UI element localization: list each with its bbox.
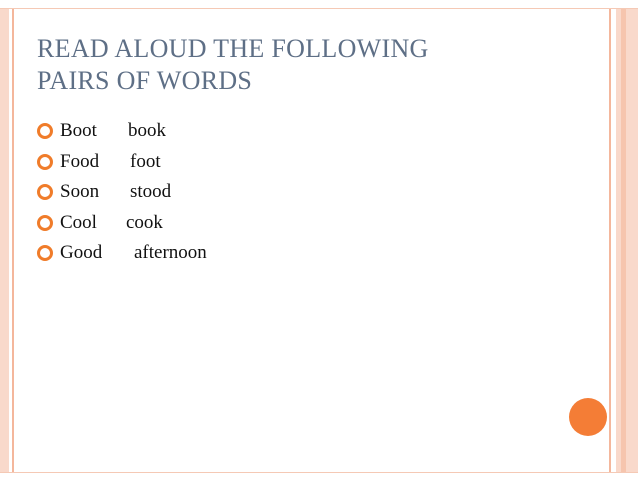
- word-pair-list: [37, 116, 207, 269]
- hollow-circle-bullet-icon: [37, 245, 53, 261]
- first-word: Good: [60, 242, 103, 264]
- first-word: Boot: [60, 120, 97, 142]
- right-border-line: [609, 0, 611, 479]
- bottom-border: [0, 472, 638, 479]
- first-word: Soon: [60, 181, 100, 203]
- list-item: [37, 238, 207, 269]
- list-item: [37, 147, 207, 178]
- list-item: [37, 177, 207, 208]
- hollow-circle-bullet-icon: [37, 123, 53, 139]
- right-border-inner-stripe: [621, 0, 626, 479]
- list-item: [37, 116, 207, 147]
- second-word: foot: [130, 150, 161, 172]
- second-word: afternoon: [134, 242, 207, 264]
- right-border-stripe: [616, 0, 638, 479]
- second-word: stood: [130, 181, 172, 203]
- list-item: [37, 208, 207, 239]
- first-word: Cool: [60, 211, 97, 233]
- slide-title: READ ALOUD THE FOLLOWING PAIRS OF WORDS: [37, 34, 429, 95]
- second-word: cook: [126, 211, 163, 233]
- first-word: Food: [60, 150, 100, 172]
- hollow-circle-bullet-icon: [37, 154, 53, 170]
- hollow-circle-bullet-icon: [37, 215, 53, 231]
- left-border-line: [12, 0, 14, 479]
- orange-circle-decoration: [569, 398, 607, 436]
- hollow-circle-bullet-icon: [37, 184, 53, 200]
- left-border-stripe: [0, 0, 9, 479]
- top-border: [0, 0, 638, 9]
- second-word: book: [128, 120, 166, 142]
